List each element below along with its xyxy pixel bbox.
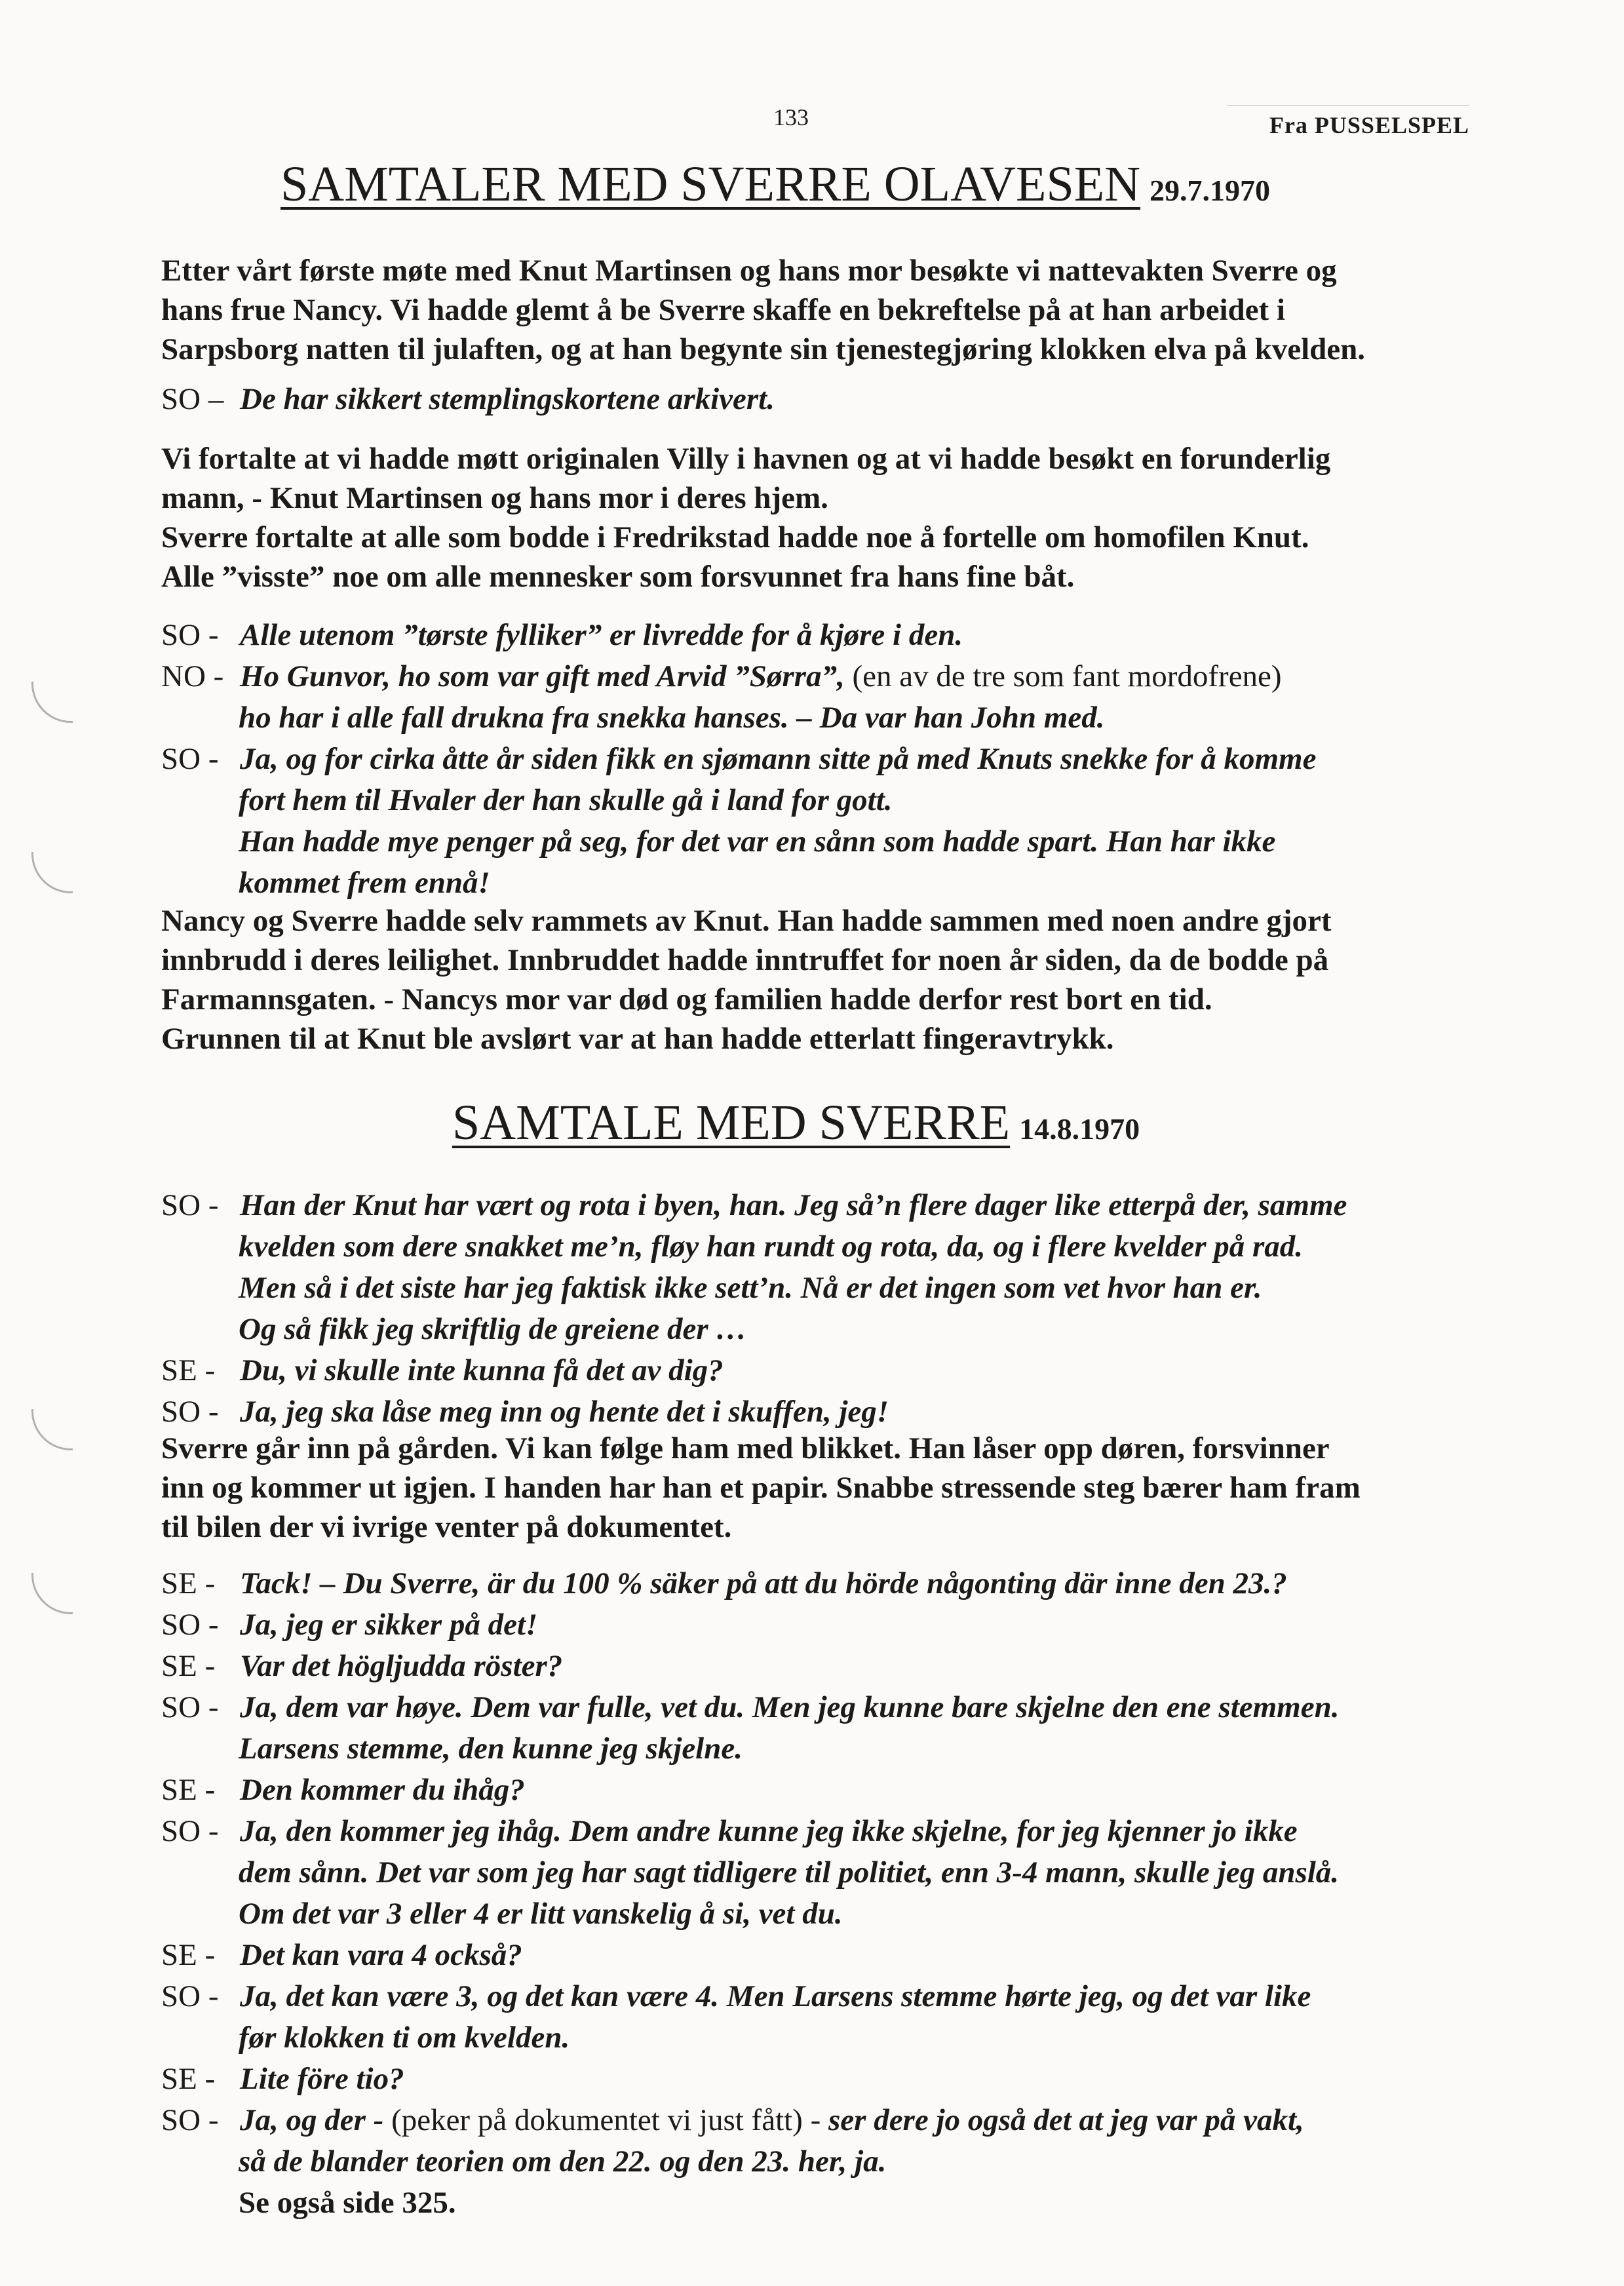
section-title-2-text: SAMTALE MED SVERRE <box>452 1095 1011 1150</box>
paragraph-line: Alle ”visste” noe om alle mennesker som forsvunnet fra hans fine båt. <box>161 560 1075 594</box>
paragraph-line: Farmannsgaten. - Nancys mor var død og familien hadde derfor rest bort en tid. <box>161 982 1212 1017</box>
dialogue-text: Alle utenom ”tørste fylliker” er livredde for å kjøre i den. <box>240 618 963 652</box>
speaker-label: SE - <box>161 1649 216 1683</box>
speaker-label: SE - <box>161 1566 216 1600</box>
paragraph-line: Etter vårt første møte med Knut Martinsen og hans mor besøkte vi nattevakten Sverre og <box>161 254 1337 288</box>
punch-hole-mark <box>31 1573 73 1614</box>
dialogue-continuation: Men så i det siste har jeg faktisk ikke sett’n. Nå er det ingen som vet hvor han er. <box>239 1271 1262 1305</box>
dialogue-text: Var det högljudda röster? <box>240 1649 563 1683</box>
page-number: 133 <box>773 104 809 130</box>
dialogue-text: De har sikkert stemplingskortene arkivert. <box>240 382 775 416</box>
paragraph-line: mann, - Knut Martinsen og hans mor i deres hjem. <box>161 481 828 515</box>
speaker-label: SO - <box>161 742 219 776</box>
speaker-label: SO - <box>161 1608 219 1642</box>
dialogue-text: ser dere jo også det at jeg var på vakt, <box>828 2103 1304 2137</box>
dialogue-text: Du, vi skulle inte kunna få det av dig? <box>240 1353 724 1387</box>
dialogue-so-1 <box>161 379 1485 420</box>
dialogue-continuation: ho har i alle fall drukna fra snekka hanses. – Da var han John med. <box>239 701 1105 735</box>
dialogue-continuation: Larsens stemme, den kunne jeg skjelne. <box>239 1732 743 1766</box>
section-title-2 <box>452 1095 1140 1152</box>
dialogue-text: Ho Gunvor, ho som var gift med Arvid ”Sørra”, <box>240 659 845 693</box>
dialogue-continuation: Han hadde mye penger på seg, for det var en sånn som hadde spart. Han har ikke <box>239 824 1276 859</box>
section-title-1-date: 29.7.1970 <box>1150 174 1271 207</box>
dialogue-continuation: før klokken ti om kvelden. <box>239 2021 570 2055</box>
dialogue-text: Ja, og der - <box>240 2103 384 2137</box>
paragraph-line: Sverre går inn på gården. Vi kan følge ham med blikket. Han låser opp døren, forsvinner <box>161 1431 1330 1465</box>
paragraph-line: Sarpsborg natten til julaften, og at han begynte sin tjenestegjøring klokken elva på kvelden. <box>161 332 1366 366</box>
dialogue-continuation: fort hem til Hvaler der han skulle gå i land for gott. <box>239 783 893 817</box>
dialogue-block-3 <box>161 1563 1485 2224</box>
dialogue-continuation: Om det var 3 eller 4 er litt vanskelig å si, vet du. <box>239 1897 843 1931</box>
dialogue-block-2 <box>161 1185 1485 1433</box>
paragraph-line: til bilen der vi ivrige venter på dokumentet. <box>161 1510 732 1544</box>
dialogue-text: Ja, jeg ska låse meg inn og hente det i skuffen, jeg! <box>240 1395 889 1429</box>
see-also-note: Se også side 325. <box>239 2186 456 2220</box>
dialogue-note: (peker på dokumentet vi just fått) - <box>391 2103 821 2137</box>
paragraph-line: Vi fortalte at vi hadde møtt originalen Villy i havnen og at vi hadde besøkt en forunderlig <box>161 442 1331 476</box>
speaker-label: SE - <box>161 2062 216 2096</box>
paragraph-line: Grunnen til at Knut ble avslørt var at han hadde etterlatt fingeravtrykk. <box>161 1022 1114 1056</box>
dialogue-continuation: så de blander teorien om den 22. og den 23. her, ja. <box>239 2144 887 2179</box>
section-title-2-date: 14.8.1970 <box>1019 1112 1140 1146</box>
speaker-label: NO - <box>161 659 224 693</box>
punch-hole-mark <box>31 852 73 893</box>
paragraph-line: Nancy og Sverre hadde selv rammets av Knut. Han hadde sammen med noen andre gjort <box>161 904 1332 938</box>
dialogue-continuation: kommet frem ennå! <box>239 866 490 900</box>
speaker-label: SO - <box>161 1188 219 1222</box>
section-title-1-text: SAMTALER MED SVERRE OLAVESEN <box>280 157 1141 212</box>
dialogue-text: Den kommer du ihåg? <box>240 1773 525 1807</box>
source-label: Fra PUSSELSPEL <box>1269 112 1469 138</box>
speaker-label: SE - <box>161 1773 216 1807</box>
speaker-label: SO - <box>161 1979 219 2013</box>
source-rule <box>1227 105 1469 106</box>
dialogue-continuation: kvelden som dere snakket me’n, fløy han rundt og rota, da, og i flere kvelder på rad. <box>239 1230 1304 1264</box>
speaker-label: SE - <box>161 1353 216 1387</box>
paragraph-line: hans frue Nancy. Vi hadde glemt å be Sverre skaffe en bekreftelse på at han arbeidet i <box>161 293 1285 327</box>
paragraph-line: Sverre fortalte at alle som bodde i Fredrikstad hadde noe å fortelle om homofilen Knut. <box>161 520 1309 554</box>
paragraph-line: innbrudd i deres leilighet. Innbruddet hadde inntruffet for noen år siden, da de bodde på <box>161 943 1329 977</box>
speaker-label: SO - <box>161 1690 219 1724</box>
dialogue-continuation: dem sånn. Det var som jeg har sagt tidligere til politiet, enn 3-4 mann, skulle jeg anslå. <box>239 1855 1340 1889</box>
paragraph-1 <box>161 251 1472 369</box>
paragraph-line: inn og kommer ut igjen. I handen har han et papir. Snabbe stressende steg bærer ham fram <box>161 1471 1361 1505</box>
speaker-label: SO - <box>161 1814 219 1848</box>
dialogue-text: Ja, og for cirka åtte år siden fikk en sjømann sitte på med Knuts snekke for å komme <box>240 742 1317 776</box>
dialogue-continuation: Og så fikk jeg skriftlig de greiene der … <box>239 1312 747 1346</box>
speaker-label: SO - <box>161 618 219 652</box>
section-title-1 <box>280 156 1270 213</box>
dialogue-text: Det kan vara 4 också? <box>240 1938 522 1972</box>
dialogue-text: Tack! – Du Sverre, är du 100 % säker på att du hörde någonting där inne den 23.? <box>240 1566 1287 1600</box>
paragraph-4 <box>161 1429 1472 1547</box>
speaker-label: SO – <box>161 382 224 416</box>
dialogue-text: Lite före tio? <box>240 2062 404 2096</box>
speaker-label: SO - <box>161 2103 219 2137</box>
paragraph-3 <box>161 901 1472 1058</box>
dialogue-text: Ja, jeg er sikker på det! <box>240 1608 538 1642</box>
paragraph-2 <box>161 439 1472 596</box>
punch-hole-mark <box>31 1409 73 1450</box>
dialogue-note: (en av de tre som fant mordofrene) <box>852 659 1282 693</box>
speaker-label: SE - <box>161 1938 216 1972</box>
dialogue-block-1 <box>161 615 1485 904</box>
dialogue-text: Ja, det kan være 3, og det kan være 4. Men Larsens stemme hørte jeg, og det var like <box>240 1979 1311 2013</box>
dialogue-text: Ja, den kommer jeg ihåg. Dem andre kunne jeg ikke skjelne, for jeg kjenner jo ikke <box>240 1814 1298 1848</box>
punch-hole-mark <box>31 682 73 723</box>
dialogue-text: Ja, dem var høye. Dem var fulle, vet du. Men jeg kunne bare skjelne den ene stemmen. <box>240 1690 1340 1724</box>
speaker-label: SO - <box>161 1395 219 1429</box>
dialogue-text: Han der Knut har vært og rota i byen, han. Jeg så’n flere dager like etterpå der, samme <box>240 1188 1347 1222</box>
